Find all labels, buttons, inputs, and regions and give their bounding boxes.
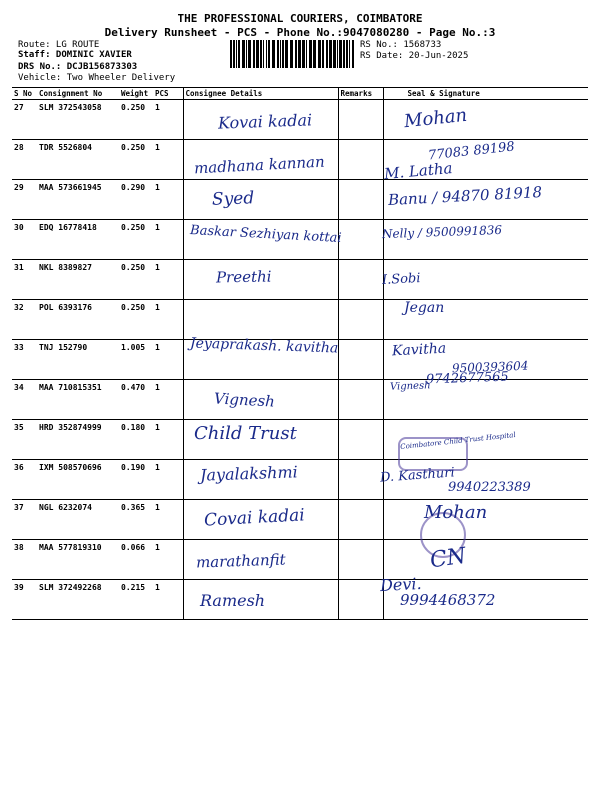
cell-sno: 34 — [12, 380, 37, 420]
signature-handwriting: Mohan — [403, 104, 469, 133]
barcode-bar — [238, 40, 240, 68]
vehicle-label: Vehicle: Two Wheeler Delivery — [18, 73, 176, 83]
col-header-consignee: Consignee Details — [183, 88, 338, 100]
route-label: Route: LG ROUTE — [18, 40, 100, 50]
barcode-bar — [253, 40, 255, 68]
cell-consignment: POL 6393176 — [37, 300, 119, 340]
cell-weight: 0.066 — [119, 540, 153, 580]
cell-sno: 29 — [12, 180, 37, 220]
table-row — [12, 260, 588, 300]
cell-consignment: TNJ 152790 — [37, 340, 119, 380]
signature-handwriting: Kavitha — [391, 340, 447, 360]
cell-remarks — [338, 580, 383, 620]
cell-sno: 28 — [12, 140, 37, 180]
cell-consignment: NKL 8389827 — [37, 260, 119, 300]
table-row — [12, 300, 588, 340]
runsheet-subtitle: Delivery Runsheet - PCS - Phone No.:9047080280 - Page No.:3 — [104, 26, 496, 39]
cell-consignment: MAA 577819310 — [37, 540, 119, 580]
barcode-bar — [343, 40, 345, 68]
cell-weight: 0.215 — [119, 580, 153, 620]
phone-handwriting: 9994468372 — [400, 591, 496, 610]
cell-remarks — [338, 460, 383, 500]
signature-handwriting: M. Latha — [383, 158, 454, 183]
barcode-bar — [268, 40, 270, 68]
barcode-bar — [280, 40, 281, 68]
barcode-bar — [322, 40, 324, 68]
cell-sno: 37 — [12, 500, 37, 540]
cell-weight: 0.180 — [119, 420, 153, 460]
barcode-bar — [318, 40, 321, 68]
phone-handwriting: 9500393604 — [451, 358, 529, 375]
cell-pcs: 1 — [153, 220, 183, 260]
barcode-bar — [337, 40, 338, 68]
signature-handwriting: I.Sobi — [381, 271, 421, 289]
signature-handwriting: Coimbatore Child Trust Hospital — [399, 430, 517, 451]
cell-consignee — [183, 300, 338, 340]
barcode-bar — [302, 40, 305, 68]
barcode-bar — [256, 40, 259, 68]
cell-consignment: TDR 5526804 — [37, 140, 119, 180]
cell-remarks — [338, 100, 383, 140]
cell-remarks — [338, 500, 383, 540]
consignee-handwriting: Preethi — [215, 267, 272, 287]
cell-sno: 30 — [12, 220, 37, 260]
barcode-bar — [326, 40, 328, 68]
signature-handwriting: Nelly / 9500991836 — [381, 222, 503, 241]
cell-weight: 0.290 — [119, 180, 153, 220]
barcode-bar — [277, 40, 279, 68]
consignee-handwriting: Child Trust — [194, 422, 297, 444]
barcode-bar — [346, 40, 348, 68]
cell-weight: 1.005 — [119, 340, 153, 380]
cell-sno: 35 — [12, 420, 37, 460]
cell-consignment: EDQ 16778418 — [37, 220, 119, 260]
barcode-bar — [242, 40, 245, 68]
cell-remarks — [338, 260, 383, 300]
table-header-row — [12, 88, 588, 100]
cell-pcs: 1 — [153, 260, 183, 300]
barcode-bar — [248, 40, 251, 68]
cell-sno: 32 — [12, 300, 37, 340]
col-header-consignment: Consignment No — [37, 88, 119, 100]
cell-remarks — [338, 140, 383, 180]
cell-weight: 0.250 — [119, 220, 153, 260]
signature-handwriting: D. Kasthuri — [379, 465, 456, 486]
cell-pcs: 1 — [153, 300, 183, 340]
cell-weight: 0.250 — [119, 100, 153, 140]
barcode-bar — [272, 40, 275, 68]
barcode-bar — [306, 40, 307, 68]
cell-sno: 39 — [12, 580, 37, 620]
cell-pcs: 1 — [153, 420, 183, 460]
cell-consignment: IXM 508570696 — [37, 460, 119, 500]
consignee-handwriting: Baskar Sezhiyan kottai — [189, 222, 342, 246]
cell-consignment: HRD 352874999 — [37, 420, 119, 460]
cell-pcs: 1 — [153, 340, 183, 380]
cell-pcs: 1 — [153, 180, 183, 220]
table-row — [12, 580, 588, 620]
signature-handwriting: CN — [428, 543, 468, 573]
cell-remarks — [338, 380, 383, 420]
barcode-bar — [285, 40, 288, 68]
signature-handwriting: Devi. — [379, 574, 423, 596]
barcode-bar — [329, 40, 332, 68]
barcode-bar — [263, 40, 264, 68]
barcode-bar — [339, 40, 342, 68]
company-title: THE PROFESSIONAL COURIERS, COIMBATORE — [177, 12, 423, 25]
cell-remarks — [338, 220, 383, 260]
barcode-bar — [282, 40, 284, 68]
cell-pcs: 1 — [153, 580, 183, 620]
cell-weight: 0.250 — [119, 140, 153, 180]
phone-handwriting: 9940223389 — [448, 480, 531, 496]
cell-sno: 27 — [12, 100, 37, 140]
cell-consignee — [183, 180, 338, 220]
cell-remarks — [338, 340, 383, 380]
barcode-bar — [349, 40, 350, 68]
consignee-handwriting: Jayalakshmi — [199, 462, 298, 486]
consignee-handwriting: Covai kadai — [203, 505, 306, 531]
signature-handwriting: Vignesh — [389, 380, 431, 393]
consignee-handwriting: Jeyaprakash. kavitha — [189, 335, 339, 357]
consignee-handwriting: marathanfit — [195, 550, 286, 572]
cell-consignment: SLM 372492268 — [37, 580, 119, 620]
col-header-pcs: PCS — [153, 88, 183, 100]
phone-handwriting: 77083 89198 — [427, 139, 516, 164]
cell-remarks — [338, 420, 383, 460]
signature-handwriting: Banu / 94870 81918 — [387, 183, 543, 210]
rs-number: RS No.: 1568733 — [360, 40, 442, 50]
consignee-handwriting: Kovai kadai — [217, 110, 313, 133]
cell-remarks — [338, 300, 383, 340]
cell-sno: 31 — [12, 260, 37, 300]
barcode-bar — [295, 40, 297, 68]
consignee-handwriting: Ramesh — [200, 591, 266, 611]
table-row — [12, 540, 588, 580]
cell-sno: 38 — [12, 540, 37, 580]
cell-pcs: 1 — [153, 140, 183, 180]
signature-handwriting: Mohan — [424, 502, 488, 523]
barcode-bar — [333, 40, 336, 68]
consignee-handwriting: Syed — [211, 188, 255, 210]
barcode-bar — [352, 40, 354, 68]
cell-weight: 0.250 — [119, 260, 153, 300]
drs-number: DRS No.: DCJB156873303 — [18, 62, 138, 72]
cell-sno: 36 — [12, 460, 37, 500]
cell-pcs: 1 — [153, 500, 183, 540]
cell-remarks — [338, 540, 383, 580]
barcode-bar — [233, 40, 235, 68]
barcode-bar — [260, 40, 262, 68]
barcode-bar — [298, 40, 301, 68]
col-header-signature: Seal & Signature — [383, 88, 588, 100]
cell-weight: 0.365 — [119, 500, 153, 540]
staff-label: Staff: DOMINIC XAVIER — [18, 50, 132, 60]
phone-handwriting: 9742677565 — [425, 369, 509, 388]
barcode-bar — [290, 40, 293, 68]
barcode-image — [230, 40, 356, 68]
cell-weight: 0.190 — [119, 460, 153, 500]
cell-pcs: 1 — [153, 100, 183, 140]
cell-weight: 0.470 — [119, 380, 153, 420]
cell-consignment: MAA 710815351 — [37, 380, 119, 420]
cell-remarks — [338, 180, 383, 220]
consignee-handwriting: madhana kannan — [193, 152, 326, 178]
barcode-bar — [236, 40, 237, 68]
cell-weight: 0.250 — [119, 300, 153, 340]
cell-consignment: SLM 372543058 — [37, 100, 119, 140]
barcode-bar — [309, 40, 312, 68]
barcode-bar — [266, 40, 267, 68]
col-header-remarks: Remarks — [338, 88, 383, 100]
col-header-sno: S No — [12, 88, 37, 100]
barcode-bar — [313, 40, 316, 68]
table-row — [12, 380, 588, 420]
cell-pcs: 1 — [153, 380, 183, 420]
cell-pcs: 1 — [153, 460, 183, 500]
rs-date: RS Date: 20-Jun-2025 — [360, 51, 469, 61]
cell-consignment: NGL 6232074 — [37, 500, 119, 540]
col-header-weight: Weight — [119, 88, 153, 100]
cell-consignment: MAA 573661945 — [37, 180, 119, 220]
barcode-bar — [246, 40, 247, 68]
cell-pcs: 1 — [153, 540, 183, 580]
cell-sno: 33 — [12, 340, 37, 380]
consignee-handwriting: Vignesh — [213, 389, 276, 411]
barcode-bar — [230, 40, 232, 68]
signature-handwriting: Jegan — [404, 300, 445, 316]
